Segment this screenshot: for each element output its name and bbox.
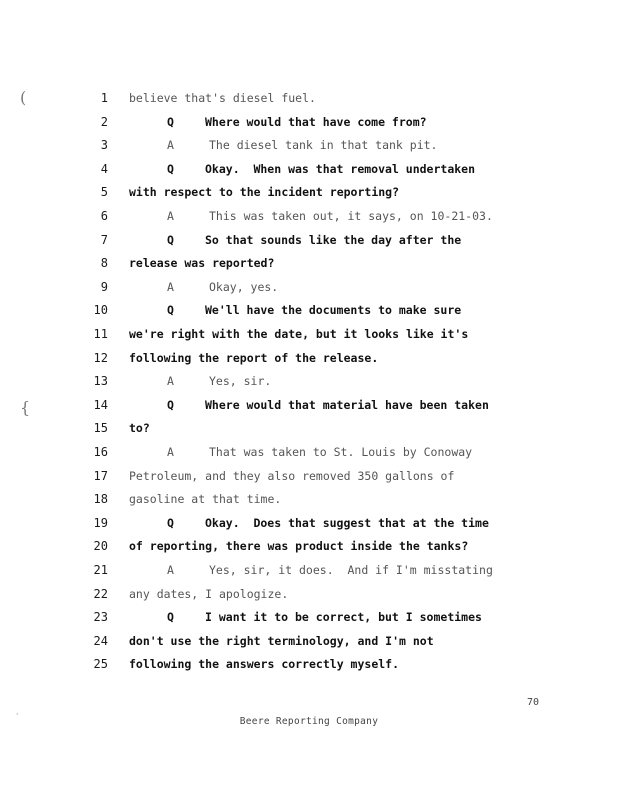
line-number: 12: [93, 350, 108, 365]
line-number: 6: [100, 209, 108, 223]
line-number: 20: [93, 539, 108, 554]
line-number: 17: [93, 468, 108, 483]
line-text: Okay, yes.: [209, 279, 279, 294]
line-number: 24: [93, 633, 108, 648]
transcript-line: [0, 395, 618, 415]
transcript-line: [0, 584, 618, 604]
question-marker: Q: [167, 161, 174, 176]
transcript-line: [0, 560, 618, 580]
transcript-line: [0, 135, 618, 155]
line-text: of reporting, there was product inside the tanks?: [129, 539, 469, 554]
line-text: with respect to the incident reporting?: [129, 185, 400, 200]
transcript-line: [0, 418, 618, 438]
question-marker: Q: [167, 303, 174, 318]
page-number: 70: [527, 697, 540, 708]
line-text: following the answers correctly myself.: [129, 657, 400, 672]
margin-bracket-mark: {: [20, 398, 31, 417]
answer-marker: A: [167, 138, 174, 153]
line-number: 25: [93, 657, 108, 672]
transcript-line: [0, 159, 618, 179]
transcript-line: [0, 324, 618, 344]
line-number: 22: [93, 586, 108, 601]
line-text: I want it to be correct, but I sometimes: [205, 610, 482, 625]
line-number: 19: [93, 515, 108, 530]
question-marker: Q: [167, 114, 174, 129]
transcript-line: [0, 277, 618, 297]
transcript-line: [0, 654, 618, 674]
line-number: 4: [100, 161, 108, 176]
line-number: 23: [93, 610, 108, 625]
transcript-line: [0, 112, 618, 132]
line-number: 16: [93, 445, 108, 459]
transcript-line: [0, 536, 618, 556]
line-text: This was taken out, it says, on 10-21-03.: [209, 209, 493, 223]
margin-dot-mark: ·: [16, 710, 19, 719]
line-text: Okay. Does that suggest that at the time: [205, 515, 489, 530]
transcript-line: [0, 348, 618, 368]
answer-marker: A: [167, 209, 174, 223]
transcript-line: [0, 300, 618, 320]
line-number: 21: [93, 563, 108, 577]
transcript-line: [0, 182, 618, 202]
line-text: Where would that have come from?: [205, 114, 427, 129]
line-number: 10: [93, 303, 108, 318]
line-number: 13: [93, 374, 108, 389]
line-text: We'll have the documents to make sure: [205, 303, 462, 318]
line-number: 3: [100, 138, 108, 153]
line-number: 5: [100, 185, 108, 200]
line-text: to?: [129, 421, 150, 436]
line-number: 2: [100, 114, 108, 129]
line-number: 18: [93, 492, 108, 507]
question-marker: Q: [167, 397, 174, 412]
line-text: we're right with the date, but it looks like it's: [129, 327, 469, 341]
line-text: Petroleum, and they also removed 350 gallons of: [129, 468, 455, 483]
answer-marker: A: [167, 445, 174, 459]
line-text: believe that's diesel fuel.: [129, 91, 316, 105]
transcript-line: [0, 371, 618, 391]
transcript-line: [0, 607, 618, 627]
footer-reporter: Beere Reporting Company: [239, 716, 379, 727]
transcript-line: [0, 253, 618, 273]
transcript-line: [0, 631, 618, 651]
margin-bracket-mark: (: [20, 88, 27, 107]
answer-marker: A: [167, 563, 174, 577]
transcript-line: [0, 88, 618, 108]
transcript-line: [0, 442, 618, 462]
line-number: 15: [93, 421, 108, 436]
transcript-line: [0, 489, 618, 509]
line-number: 1: [100, 91, 108, 105]
line-text: Where would that material have been taken: [205, 397, 489, 412]
line-text: any dates, I apologize.: [129, 586, 289, 601]
line-text: The diesel tank in that tank pit.: [209, 138, 438, 153]
line-text: Yes, sir, it does. And if I'm misstating: [209, 563, 493, 577]
line-text: don't use the right terminology, and I'm not: [129, 633, 434, 648]
transcript-line: [0, 513, 618, 533]
answer-marker: A: [167, 374, 174, 389]
transcript-line: [0, 206, 618, 226]
transcript-line: [0, 230, 618, 250]
line-number: 11: [93, 327, 108, 341]
line-number: 14: [93, 397, 108, 412]
line-text: Okay. When was that removal undertaken: [205, 161, 476, 176]
line-number: 7: [100, 232, 108, 247]
line-text: That was taken to St. Louis by Conoway: [209, 445, 473, 459]
question-marker: Q: [167, 610, 174, 625]
line-number: 9: [100, 279, 108, 294]
question-marker: Q: [167, 515, 174, 530]
line-text: following the report of the release.: [129, 350, 379, 365]
line-text: So that sounds like the day after the: [205, 232, 462, 247]
line-text: Yes, sir.: [209, 374, 272, 389]
line-text: gasoline at that time.: [129, 492, 282, 507]
line-text: release was reported?: [129, 256, 275, 271]
line-number: 8: [100, 256, 108, 271]
transcript-line: [0, 466, 618, 486]
answer-marker: A: [167, 279, 174, 294]
question-marker: Q: [167, 232, 174, 247]
